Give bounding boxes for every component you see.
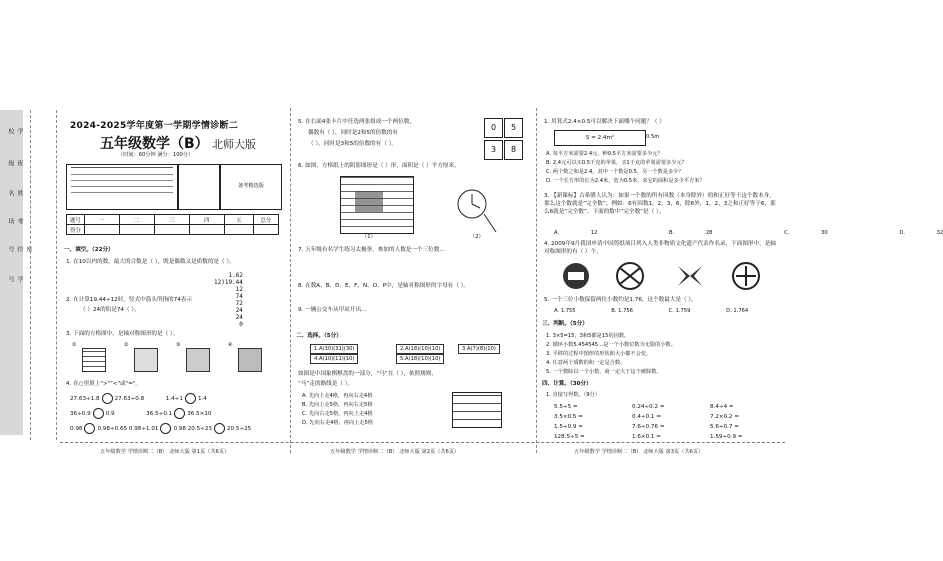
score-header-1: 一	[84, 215, 119, 225]
question-1-5b: 偶数有（ ），同时是2和5的倍数的有	[308, 130, 399, 136]
question-1-5c: （ ），同时是3和5的倍数的有（ ）。	[308, 141, 397, 147]
question-1-8: 8. 在数A、B、D、E、F、N、O、P中，是轴对称图形的字母有（ ）。	[298, 283, 470, 289]
choice-option: 5.A(18)(10)(10)	[396, 354, 444, 364]
choice-option: 2.A(18)(10)(10)	[396, 344, 444, 354]
q3-option-3-label: ③	[176, 342, 181, 348]
footer-rule	[60, 442, 785, 443]
q3-option-1-label: ①	[72, 342, 77, 348]
question-1-5: 5. 在右面4张卡片中任选两张组成一个两位数，	[298, 119, 415, 125]
section-choice-title: 二、选择。（5分）	[296, 333, 342, 339]
mark-box	[220, 164, 282, 210]
q3-5-options: A. 1.755 B. 1.756 C. 1.759 D. 1.764	[554, 308, 749, 314]
question-1-1: 1. 在10以内的数，最大的合数是（ ），既是偶数又是质数的是（ ）。	[66, 259, 235, 265]
exam-subject: 五年级数学（B）	[100, 136, 209, 152]
question-3-1: 1. 用算式2.4×0.5可以解决下面哪个问题？（ ）	[544, 119, 665, 125]
q4-comparisons: 27.63÷1.8 27.63÷0.8 1.4÷1 1.4 36÷0.9 0.9 36.5÷0.1 36.5×10 0.98 0.98÷0.65 0.98÷1.01 0.98 20.5÷23 20.5÷25	[70, 392, 288, 437]
q3-figures	[72, 342, 282, 374]
q3-1-options: A. 每平方米需要2.4元，种0.5平方米需要多少元？ B. 2.4元可以买0.5千克的苹果，买1千克的苹果需要多少元？ C. 两个数之和是2.4，其中一个数是0.5，另一个数是多少？ D. 一个长方形的长为2.4米，宽为0.5米，求它的面积是多少平方米？	[546, 151, 705, 184]
exam-time-note: （时间：60分钟 满分：100分）	[118, 152, 194, 158]
choice-option: 4.A(10)(11)(10)	[310, 354, 358, 364]
score-header-4: 四	[189, 215, 224, 225]
choice-option: 3.A(7)(8)(10)	[458, 344, 500, 354]
judge-list: 1. 3×5=15，3和5都是15的因数。 2. 循环小数5.454545…是一个小数位数为无限的小数。 3. 平移的过程中图形的形状和大小都不会变。 4. 任意两个质数的积一定是合数。 5. 一个数除以一个小数，商一定大于这个被除数。	[546, 333, 676, 375]
question-1-9: 9. 一辆公交车从甲站开出…	[298, 307, 367, 313]
compare-circle[interactable]	[185, 393, 196, 404]
page-footer-2: 五年级数学 学情诊断二（B） 北师大版 第2页（共6页）	[330, 449, 460, 455]
figure-label-2: （2）	[470, 234, 484, 240]
section-calc-title: 四、计算。（30分）	[542, 381, 592, 387]
score-header-3: 三	[154, 215, 189, 225]
compare-circle[interactable]	[102, 393, 113, 404]
q3-option-4-grid	[238, 348, 262, 372]
papercut-figures	[560, 260, 770, 292]
number-card: 5	[504, 118, 523, 138]
section-judge-title: 三、判断。（5分）	[542, 321, 588, 327]
binding-seal-line	[56, 110, 57, 440]
question-1-3: 3. 下面的方格图中，是轴对称图形的是（ ）。	[66, 331, 179, 337]
page-footer-3: 五年级数学 学情诊断二（B） 北师大版 第3页（共6页）	[574, 449, 704, 455]
q3-option-3-grid	[186, 348, 210, 372]
compare-circle[interactable]	[93, 408, 104, 419]
q3-option-1-grid	[82, 348, 106, 372]
compare-circle[interactable]	[174, 408, 185, 419]
q3-option-4-label: ④	[228, 342, 233, 348]
q3-option-2-grid	[134, 348, 158, 372]
clock-figure	[450, 180, 510, 238]
instructions-box	[66, 164, 178, 210]
question-3-4: 4. 2009年9月我国申请中国剪纸项目列入人类非物质文化遗产代表作名录，下面图形中，是轴对称图形的有（ ）个。	[544, 241, 776, 255]
number-card: 0	[484, 118, 503, 138]
question-3-5: 5. 一个三位小数保留两位小数约是1.76，这个数最大是（ ）。	[544, 297, 697, 303]
score-header-total: 总分	[253, 215, 278, 225]
shaded-shape	[355, 191, 383, 212]
number-cards	[484, 118, 524, 162]
long-division: 1.62 12)19.44 12 74 72 24 24 0	[214, 272, 243, 328]
exam-edition: 北师大版	[212, 138, 256, 151]
chessboard-figure	[452, 392, 502, 428]
calc-grid: 5.5÷5 = 0.24÷0.2 = 8.4÷4 = 3.5×0.5 = 0.4÷0.1 = 7.2×0.2 = 1.5÷0.9 = 7.6÷0.76 = 5.6÷0.7 = 128.5÷5 = 1.6×0.1 = 1.59÷0.9 =	[554, 404, 743, 440]
q3-3-options: A. 12 B. 28 C. 30 D. 32	[554, 230, 943, 236]
question-3-3: 3. 【新课标】古希腊人认为：如果一个数的所有因数（本身除外）的和正好等于这个数本身，那么这个数就是“完全数”。例如：6有因数1，2，3，6，除6外，1，2，3之和正好等于6，那么6就是“完全数”。下面的数中“完全数”是（ ）。	[544, 193, 776, 215]
exam-sheet: 学校 班级 姓名 考场 座位号 学号 2024-2025学年度第一学期学情诊断二 五年级数学（B） 北师大版 （时间：60分钟 满分：100分） 备考精选版 题号 一 二 三 四 五 总分 得分 一、填空。（22分） 1. 在10以内的数，最大的合数是（ ），既是偶数又是质数的是（ ）。 1.62 12)19.44 12 74 72 24 24 0 2. 在计算19.44÷12时，竖式中箭头所指的74表示 （ ）24的积是74（ ）。 3. 下面的方格图中，是轴对称图形的是（ ）。 ① ② ③ ④ 4. 在○里填上">""<"或"="。 27.63÷1.8 27.63÷0.8 1.4÷1 1.4 36÷0.9 0.9 36.5÷0.1 36.5×10 0.98 0.98÷0.65 0.98÷1.01 0.98 20.5÷23 20.5÷25 五年级数学 学情诊断二（B） 北师大版 第1页（共6页） 5. 在右面4张卡片中任选两张组成一个两位数， 偶数有（ ），同时是2和5的倍数的有 （ ），同时是3和5的倍数的有（ ）。 0 5 3 8 6. 如图，方格纸上的阴影图形是（ ）形，面积是（ ）平方厘米。 （1） （2） 7. 五年级有名学生练习太极拳，参加的人数是一个三位数… 8. 在数A、B、D、E、F、N、O、P中，是轴对称图形的字母有（ ）。 9. 一辆公交车从甲站开出… 二、选择。（5分） 1.A(30)(31)(30) 2.A(18)(10)(10) 3.A(7)(8)(10) 4.A(10)(11)(10) 5.A(18)(10)(10) 如图是中国象棋棋盘的一部分，“马”在（ ），依照规则， “马”走的路线是（ ）。 A. 先向上走4格，再向右走4格 B. 先向上走5格，再向右走5格 C. 先向右走5格，再向上走4格 D. 先向右走4格，再向上走5格 五年级数学 学情诊断二（B） 北师大版 第2页（共6页） 1. 用算式2.4×0.5可以解决下面哪个问题？（ ） S = 2.4m² 0.5m A. 每平方米需要2.4元，种0.5平方米需要多少元？ B. 2.4元可以买0.5千克的苹果，买1千克的苹果需要多少元？ C. 两个数之和是2.4，其中一个数是0.5，另一个数是多少？ D. 一个长方形的长为2.4米，宽为0.5米，求它的面积是多少平方米？ 3. 【新课标】古希腊人认为：如果一个数的所有因数（本身除外）的和正好等于这个数本身，那么这个数就是“完全数”。例如：6有因数1，2，3，6，除6外，1，2，3之和正好等于6，那么6就是“完全数”。下面的数中“完全数”是（ ）。 A. 12 B. 28 C. 30 D. 32 4. 2009年9月我国申请中国剪纸项目列入人类非物质文化遗产代表作名录，下面图形中，是轴对称图形的有（ ）个。 5. 一个三位小数保留两位小数约是1.76，这个数最大是（ ）。 A. 1.755 B. 1.756 C. 1.759 D. 1.764 三、判断。（5分） 1. 3×5=15，3和5都是15的因数。 2. 循环小数5.454545…是一个小数位数为无限的小数。 3. 平移的过程中图形的形状和大小都不会变。 4. 任意两个质数的积一定是合数。 5. 一个数除以一个小数，商一定大于这个被除数。 四、计算。（30分） 1. 直接写得数。（9分） 5.5÷5 = 0.24÷0.2 = 8.4÷4 = 3.5×0.5 = 0.4÷0.1 = 7.2×0.2 = 1.5÷0.9 = 7.6÷0.76 = 5.6÷0.7 = 128.5÷5 = 1.6×0.1 = 1.59÷0.9 = 五年级数学 学情诊断二（B） 北师大版 第3页（共6页）	[0, 0, 794, 561]
exam-title: 2024-2025学年度第一学期学情诊断二	[70, 121, 239, 131]
compare-circle[interactable]	[214, 423, 225, 434]
score-row-label: 得分	[67, 225, 85, 235]
figure-label-1: （1）	[362, 234, 376, 240]
score-header-2: 二	[119, 215, 154, 225]
number-card: 8	[504, 140, 523, 160]
q3-option-2-label: ②	[124, 342, 129, 348]
question-2-1: 如图是中国象棋棋盘的一部分，“马”在（ ），依照规则，	[298, 371, 438, 377]
q11-options: A. 先向上走4格，再向右走4格 B. 先向上走5格，再向右走5格 C. 先向右走5格，再向上走4格 D. 先向右走4格，再向上走5格	[302, 393, 373, 426]
section-fill-blank-title: 一、填空。（22分）	[64, 247, 114, 253]
score-header-label: 题号	[67, 215, 85, 225]
question-1-2: 2. 在计算19.44÷12时，竖式中箭头所指的74表示	[66, 297, 192, 303]
compare-circle[interactable]	[160, 423, 171, 434]
page-footer-1: 五年级数学 学情诊断二（B） 北师大版 第1页（共6页）	[100, 449, 230, 455]
grid-figure	[340, 176, 414, 234]
rectangle-width-label: 0.5m	[646, 134, 660, 140]
score-header-5: 五	[224, 215, 253, 225]
question-1-6: 6. 如图，方格纸上的阴影图形是（ ）形，面积是（ ）平方厘米。	[298, 163, 460, 169]
question-2-1b: “马”走的路线是（ ）。	[298, 381, 354, 387]
choice-option: 1.A(30)(31)(30)	[310, 344, 358, 354]
mark-box-text: 备考精选版	[238, 183, 264, 189]
question-1-2-blank: （ ）24的积是74（ ）。	[80, 307, 140, 313]
binding-strip	[0, 110, 23, 435]
compare-circle[interactable]	[84, 423, 95, 434]
column-divider-2	[536, 108, 537, 453]
column-divider-1	[290, 108, 291, 453]
calc-subtitle: 1. 直接写得数。（9分）	[546, 392, 600, 398]
question-1-4: 4. 在○里填上">""<"或"="。	[66, 381, 142, 387]
barcode-box	[178, 164, 220, 210]
binding-cut-line	[30, 110, 31, 440]
score-table	[66, 214, 279, 235]
rectangle-figure: S = 2.4m²	[554, 130, 646, 146]
question-1-7: 7. 五年级有名学生练习太极拳，参加的人数是一个三位数…	[298, 247, 445, 253]
number-card: 3	[484, 140, 503, 160]
